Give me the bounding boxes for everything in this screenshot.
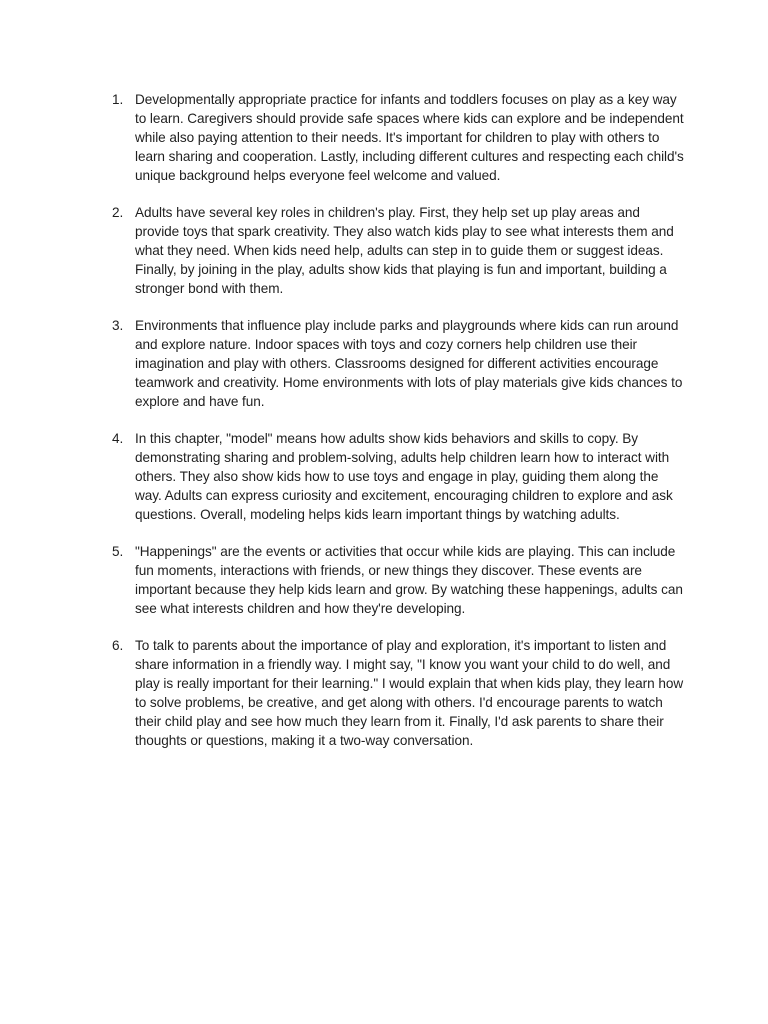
list-item-text: Developmentally appropriate practice for infants and toddlers focuses on play as a key way to learn. Caregivers should provide safe spaces where kids can explore and be independent while also paying attention to their needs. It's important for children to play with others to learn sharing and cooperation. Lastly, including different cultures and respecting each child's unique background helps everyone feel welcome and valued. xyxy=(135,92,684,183)
list-item-5 xyxy=(108,543,686,619)
list-item-number: 1. xyxy=(112,92,124,107)
list-item-text: "Happenings" are the events or activities that occur while kids are playing. This can include fun moments, interactions with friends, or new things they discover. These events are important because they help kids learn and grow. By watching these happenings, adults can see what interests children and how they're developing. xyxy=(135,544,683,616)
list-item-text: In this chapter, "model" means how adults show kids behaviors and skills to copy. By demonstrating sharing and problem-solving, adults help children learn how to interact with others. They also show kids how to use toys and engage in play, guiding them along the way. Adults can express curiosity and excitement, encouraging children to explore and ask questions. Overall, modeling helps kids learn important things by watching adults. xyxy=(135,431,673,522)
list-item-text: Adults have several key roles in children's play. First, they help set up play areas and provide toys that spark creativity. They also watch kids play to see what interests them and what they need. When kids need help, adults can step in to guide them or suggest ideas. Finally, by joining in the play, adults show kids that playing is fun and important, building a stronger bond with them. xyxy=(135,205,674,296)
answer-list xyxy=(108,91,686,769)
list-item-number: 2. xyxy=(112,205,124,221)
list-item-4 xyxy=(108,430,686,525)
list-item-2 xyxy=(108,204,686,299)
list-item-text: To talk to parents about the importance of play and exploration, it's important to listen and share information in a friendly way. I might say, "I know you want your child to do well, and play is really important for their learning." I would explain that when kids play, they learn how to solve problems, be creative, and get along with others. I'd encourage parents to watch their child play and see how much they learn from it. Finally, I'd ask parents to share their thoughts or questions, making it a two-way conversation. xyxy=(135,638,684,748)
list-item-number: 3. xyxy=(112,318,124,334)
list-item-3 xyxy=(108,317,686,412)
list-item-number: 5. xyxy=(112,544,124,560)
list-item-text: Environments that influence play include parks and playgrounds where kids can run around and explore nature. Indoor spaces with toys and cozy corners help children use their imagination and play with others. Classrooms designed for different activities encourage teamwork and creativity. Home environments with lots of play materials give kids chances to explore and have fun. xyxy=(135,318,683,409)
list-item-1 xyxy=(108,91,686,186)
list-item-number: 6. xyxy=(112,638,124,654)
list-item-6 xyxy=(108,637,686,750)
list-item-number: 4. xyxy=(112,431,124,447)
